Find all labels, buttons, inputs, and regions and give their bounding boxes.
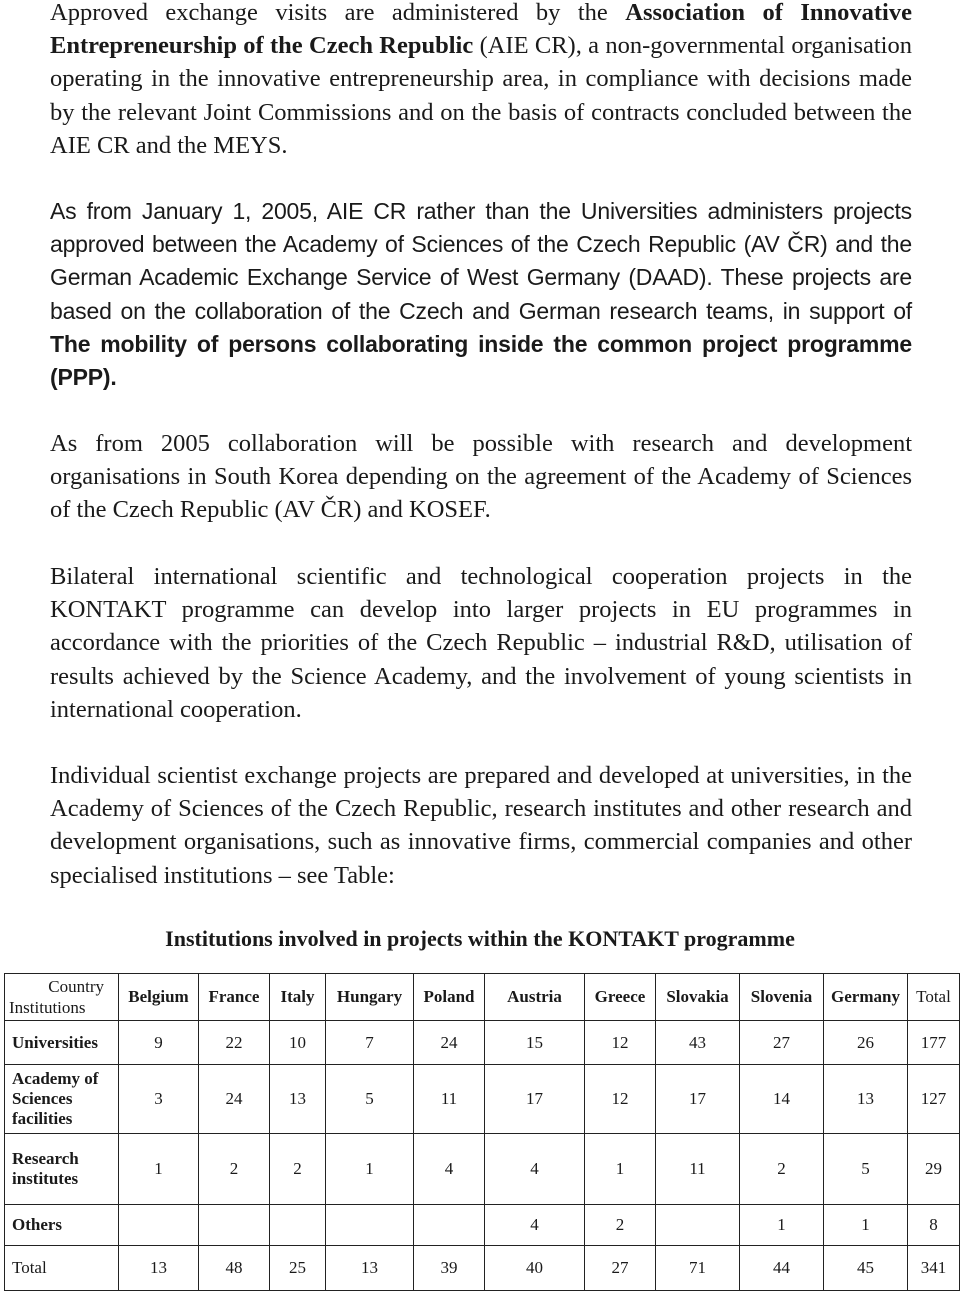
table-cell-total: 29: [908, 1134, 960, 1205]
table-cell: 4: [485, 1205, 585, 1246]
paragraph-text: (AIE CR), a non-governmental organisation operating in the innovative entrepreneurship area, in compliance with decisions made by the relevant Joint Commissions and on the basis of contracts concluded between the AIE CR and the MEYS.: [50, 32, 912, 159]
table-cell: 3: [119, 1065, 199, 1134]
table-cell-total: 341: [908, 1246, 960, 1291]
row-label: Research institutes: [5, 1134, 119, 1205]
column-header: Slovakia: [656, 974, 740, 1021]
table-row: [5, 1065, 960, 1134]
table-cell: 44: [740, 1246, 824, 1291]
row-label: Total: [5, 1246, 119, 1291]
table-cell: 26: [824, 1021, 908, 1065]
organisation-name: Association of Innovative Entrepreneurship of the Czech Republic: [50, 0, 912, 60]
table-cell: 14: [740, 1065, 824, 1134]
paragraph-kontakt-eu: Bilateral international scientific and technological cooperation projects in the KONTAKT programme can develop into larger projects in EU programmes in accordance with the priorities of the Czech Republic – industrial R&D, utilisation of results achieved by the Science Academy, and the involvement of young scientists in international cooperation.: [50, 563, 912, 723]
paragraph-text: Approved exchange visits are administered by the: [50, 0, 626, 26]
table-cell: 39: [414, 1246, 485, 1291]
column-header: Italy: [270, 974, 326, 1021]
table-cell: 43: [656, 1021, 740, 1065]
table-cell: 5: [824, 1134, 908, 1205]
table-cell: [414, 1205, 485, 1246]
column-header: Greece: [585, 974, 656, 1021]
table-cell: 13: [326, 1246, 414, 1291]
row-label: Universities: [5, 1021, 119, 1065]
table-cell: 1: [119, 1134, 199, 1205]
table-cell: 27: [585, 1246, 656, 1291]
table-cell: 13: [119, 1246, 199, 1291]
table-cell: 4: [485, 1134, 585, 1205]
table-row: [5, 1021, 960, 1065]
table-cell: 13: [824, 1065, 908, 1134]
table-cell: 9: [119, 1021, 199, 1065]
column-header: France: [199, 974, 270, 1021]
table-cell: [199, 1205, 270, 1246]
corner-institutions-label: Institutions: [9, 998, 86, 1017]
table-cell: [270, 1205, 326, 1246]
table-row: [5, 1134, 960, 1205]
paragraph-south-korea: As from 2005 collaboration will be possible with research and development organisations in South Korea depending on the agreement of the Academy of Sciences of the Czech Republic (AV ČR) and KOSEF.: [50, 430, 912, 524]
table-cell: 4: [414, 1134, 485, 1205]
table-cell-total: 8: [908, 1205, 960, 1246]
column-header: Belgium: [119, 974, 199, 1021]
table-cell: 1: [740, 1205, 824, 1246]
table-row: [5, 1205, 960, 1246]
table-cell: 24: [199, 1065, 270, 1134]
column-header: Hungary: [326, 974, 414, 1021]
table-cell: 48: [199, 1246, 270, 1291]
table-cell: [656, 1205, 740, 1246]
table-corner-cell: [5, 974, 119, 1021]
table-cell: 2: [740, 1134, 824, 1205]
column-header: Germany: [824, 974, 908, 1021]
row-label: Others: [5, 1205, 119, 1246]
table-header-row: [5, 974, 960, 1021]
column-header: Slovenia: [740, 974, 824, 1021]
paragraph-text: As from January 1, 2005, AIE CR rather than the Universities administers projects approved between the Academy of Sciences of the Czech Republic (AV ČR) and the German Academic Exchange Service of West Germany (DAAD). These projects are based on the collaboration of the Czech and German research teams, in support of: [50, 198, 912, 324]
table-cell: 45: [824, 1246, 908, 1291]
table-cell-total: 127: [908, 1065, 960, 1134]
table-cell: 1: [824, 1205, 908, 1246]
table-cell: 1: [585, 1134, 656, 1205]
table-cell: 24: [414, 1021, 485, 1065]
table-row-total: [5, 1246, 960, 1291]
table-cell: 11: [656, 1134, 740, 1205]
paragraph-av-cr-daad: [50, 195, 912, 394]
table-cell: 10: [270, 1021, 326, 1065]
table-cell: 17: [656, 1065, 740, 1134]
table-cell: 11: [414, 1065, 485, 1134]
table-cell: 1: [326, 1134, 414, 1205]
row-label: Academy of Sciences facilities: [5, 1065, 119, 1134]
table-cell: 12: [585, 1021, 656, 1065]
table-cell-total: 177: [908, 1021, 960, 1065]
ppp-programme-name: The mobility of persons collaborating inside the common project programme (PPP).: [50, 330, 912, 391]
table-cell: [326, 1205, 414, 1246]
table-cell: 27: [740, 1021, 824, 1065]
column-header: Poland: [414, 974, 485, 1021]
corner-country-label: Country: [48, 977, 104, 996]
paragraph-exchange-projects: Individual scientist exchange projects are prepared and developed at universities, in the Academy of Sciences of the Czech Republic, research institutes and other research and development organisations, such as innovative firms, commercial companies and other specialised institutions – see Table:: [50, 762, 912, 889]
table-cell: 15: [485, 1021, 585, 1065]
table-cell: 13: [270, 1065, 326, 1134]
table-cell: 22: [199, 1021, 270, 1065]
table-cell: 2: [199, 1134, 270, 1205]
table-cell: 2: [585, 1205, 656, 1246]
table-cell: 7: [326, 1021, 414, 1065]
table-cell: 71: [656, 1246, 740, 1291]
table-cell: 12: [585, 1065, 656, 1134]
paragraph-aie-administration: [50, 0, 912, 162]
table-cell: 17: [485, 1065, 585, 1134]
table-cell: [119, 1205, 199, 1246]
institutions-table: [4, 973, 960, 1291]
table-cell: 25: [270, 1246, 326, 1291]
table-cell: 5: [326, 1065, 414, 1134]
table-title: Institutions involved in projects within the KONTAKT programme: [165, 926, 795, 951]
table-cell: 2: [270, 1134, 326, 1205]
table-cell: 40: [485, 1246, 585, 1291]
column-header-total: Total: [908, 974, 960, 1021]
column-header: Austria: [485, 974, 585, 1021]
